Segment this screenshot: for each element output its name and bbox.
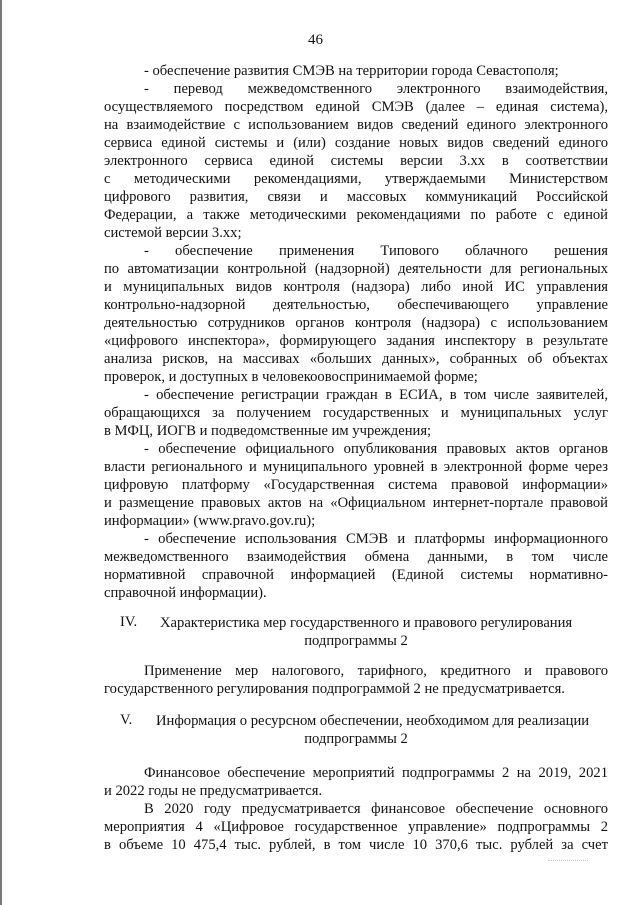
text-line: цифрового развития, связи и массовых коммуникаций Российской xyxy=(104,189,608,205)
text-line: с методическими рекомендациями, утверждаемыми Министерством xyxy=(104,171,608,187)
text-line: и муниципальных видов контроля (надзора) либо иной ИС управления xyxy=(104,279,608,295)
scan-edge xyxy=(0,0,2,905)
text-line: - обеспечение регистрации граждан в ЕСИА, в том числе заявителей, xyxy=(144,387,608,403)
text-line: Финансовое обеспечение мероприятий подпрограммы 2 на 2019, 2021 xyxy=(144,765,608,781)
text-line: межведомственного взаимодействия обмена данными, в том числе xyxy=(104,549,608,565)
text-line: по автоматизации контрольной (надзорной) деятельности для региональных xyxy=(104,261,608,277)
section-title: Информация о ресурсном обеспечении, необходимом для реализации xyxy=(156,713,590,729)
text-line: Федерации, а также методическими рекомендациями по работе с единой xyxy=(104,207,608,223)
text-line: осуществляемого посредством единой СМЭВ (далее – единая система), xyxy=(104,99,608,115)
text-line: - обеспечение использования СМЭВ и платформы информационного xyxy=(144,531,608,547)
section-title: подпрограммы 2 xyxy=(304,633,408,649)
text-line: сервиса единой системы и (или) создание новых видов сведений единого xyxy=(104,135,608,151)
text-line: Применение мер налогового, тарифного, кредитного и правового xyxy=(144,663,608,679)
text-line: обращающихся за получением государственных и муниципальных услуг xyxy=(104,405,608,421)
text-line: деятельностью сотрудников органов контроля (надзора) с использованием xyxy=(104,315,608,331)
text-line: В 2020 году предусматривается финансовое обеспечение основного xyxy=(144,801,608,817)
section-title: Характеристика мер государственного и правового регулирования xyxy=(160,615,573,631)
text-line: справочной информации). xyxy=(104,585,267,601)
text-line: контрольно-надзорной деятельностью, обеспечивающего управление xyxy=(104,297,608,313)
text-line: - обеспечение применения Типового облачного решения xyxy=(144,243,608,259)
section-number: IV. xyxy=(120,614,138,630)
text-line: государственного регулирования подпрограммой 2 не предусматривается. xyxy=(104,681,565,697)
text-line: анализа рисков, на массивах «больших данных», собранных об объектах xyxy=(104,351,608,367)
text-line: системой версии 3.хх; xyxy=(104,225,242,241)
text-line: электронного сервиса единой системы версии 3.хх в соответствии xyxy=(104,153,608,169)
text-line: проверок, и доступных в человекоовоспринимаемой форме; xyxy=(104,369,478,385)
section-number: V. xyxy=(120,712,133,728)
text-line: цифровую платформу «Государственная система правовой информации» xyxy=(104,477,608,493)
section-title: подпрограммы 2 xyxy=(304,731,408,747)
text-line: в объеме 10 475,4 тыс. рублей, в том числе 10 370,6 тыс. рублей за счет xyxy=(104,837,608,853)
text-line: - перевод межведомственного электронного взаимодействия, xyxy=(144,81,608,97)
text-line: и 2022 годы не предусматривается. xyxy=(104,783,323,799)
scan-artifact xyxy=(548,850,588,861)
text-line: «цифрового инспектора», формирующего задания инспектору в результате xyxy=(104,333,608,349)
text-line: информации» (www.pravo.gov.ru); xyxy=(104,513,316,529)
page-number: 46 xyxy=(308,32,323,48)
text-line: - обеспечение развития СМЭВ на территории города Севастополя; xyxy=(144,63,559,79)
text-line: нормативной справочной информацией (Единой системы нормативно- xyxy=(104,567,608,583)
text-line: мероприятия 4 «Цифровое государственное управление» подпрограммы 2 xyxy=(104,819,608,835)
text-line: на взаимодействие с использованием видов сведений единого электронного xyxy=(104,117,608,133)
text-line: и размещение правовых актов на «Официальном интернет-портале правовой xyxy=(104,495,608,511)
text-line: власти регионального и муниципального уровней в электронной форме через xyxy=(104,459,608,475)
text-line: - обеспечение официального опубликования правовых актов органов xyxy=(144,441,608,457)
text-line: в МФЦ, ИОГВ и подведомственные им учреждения; xyxy=(104,423,432,439)
